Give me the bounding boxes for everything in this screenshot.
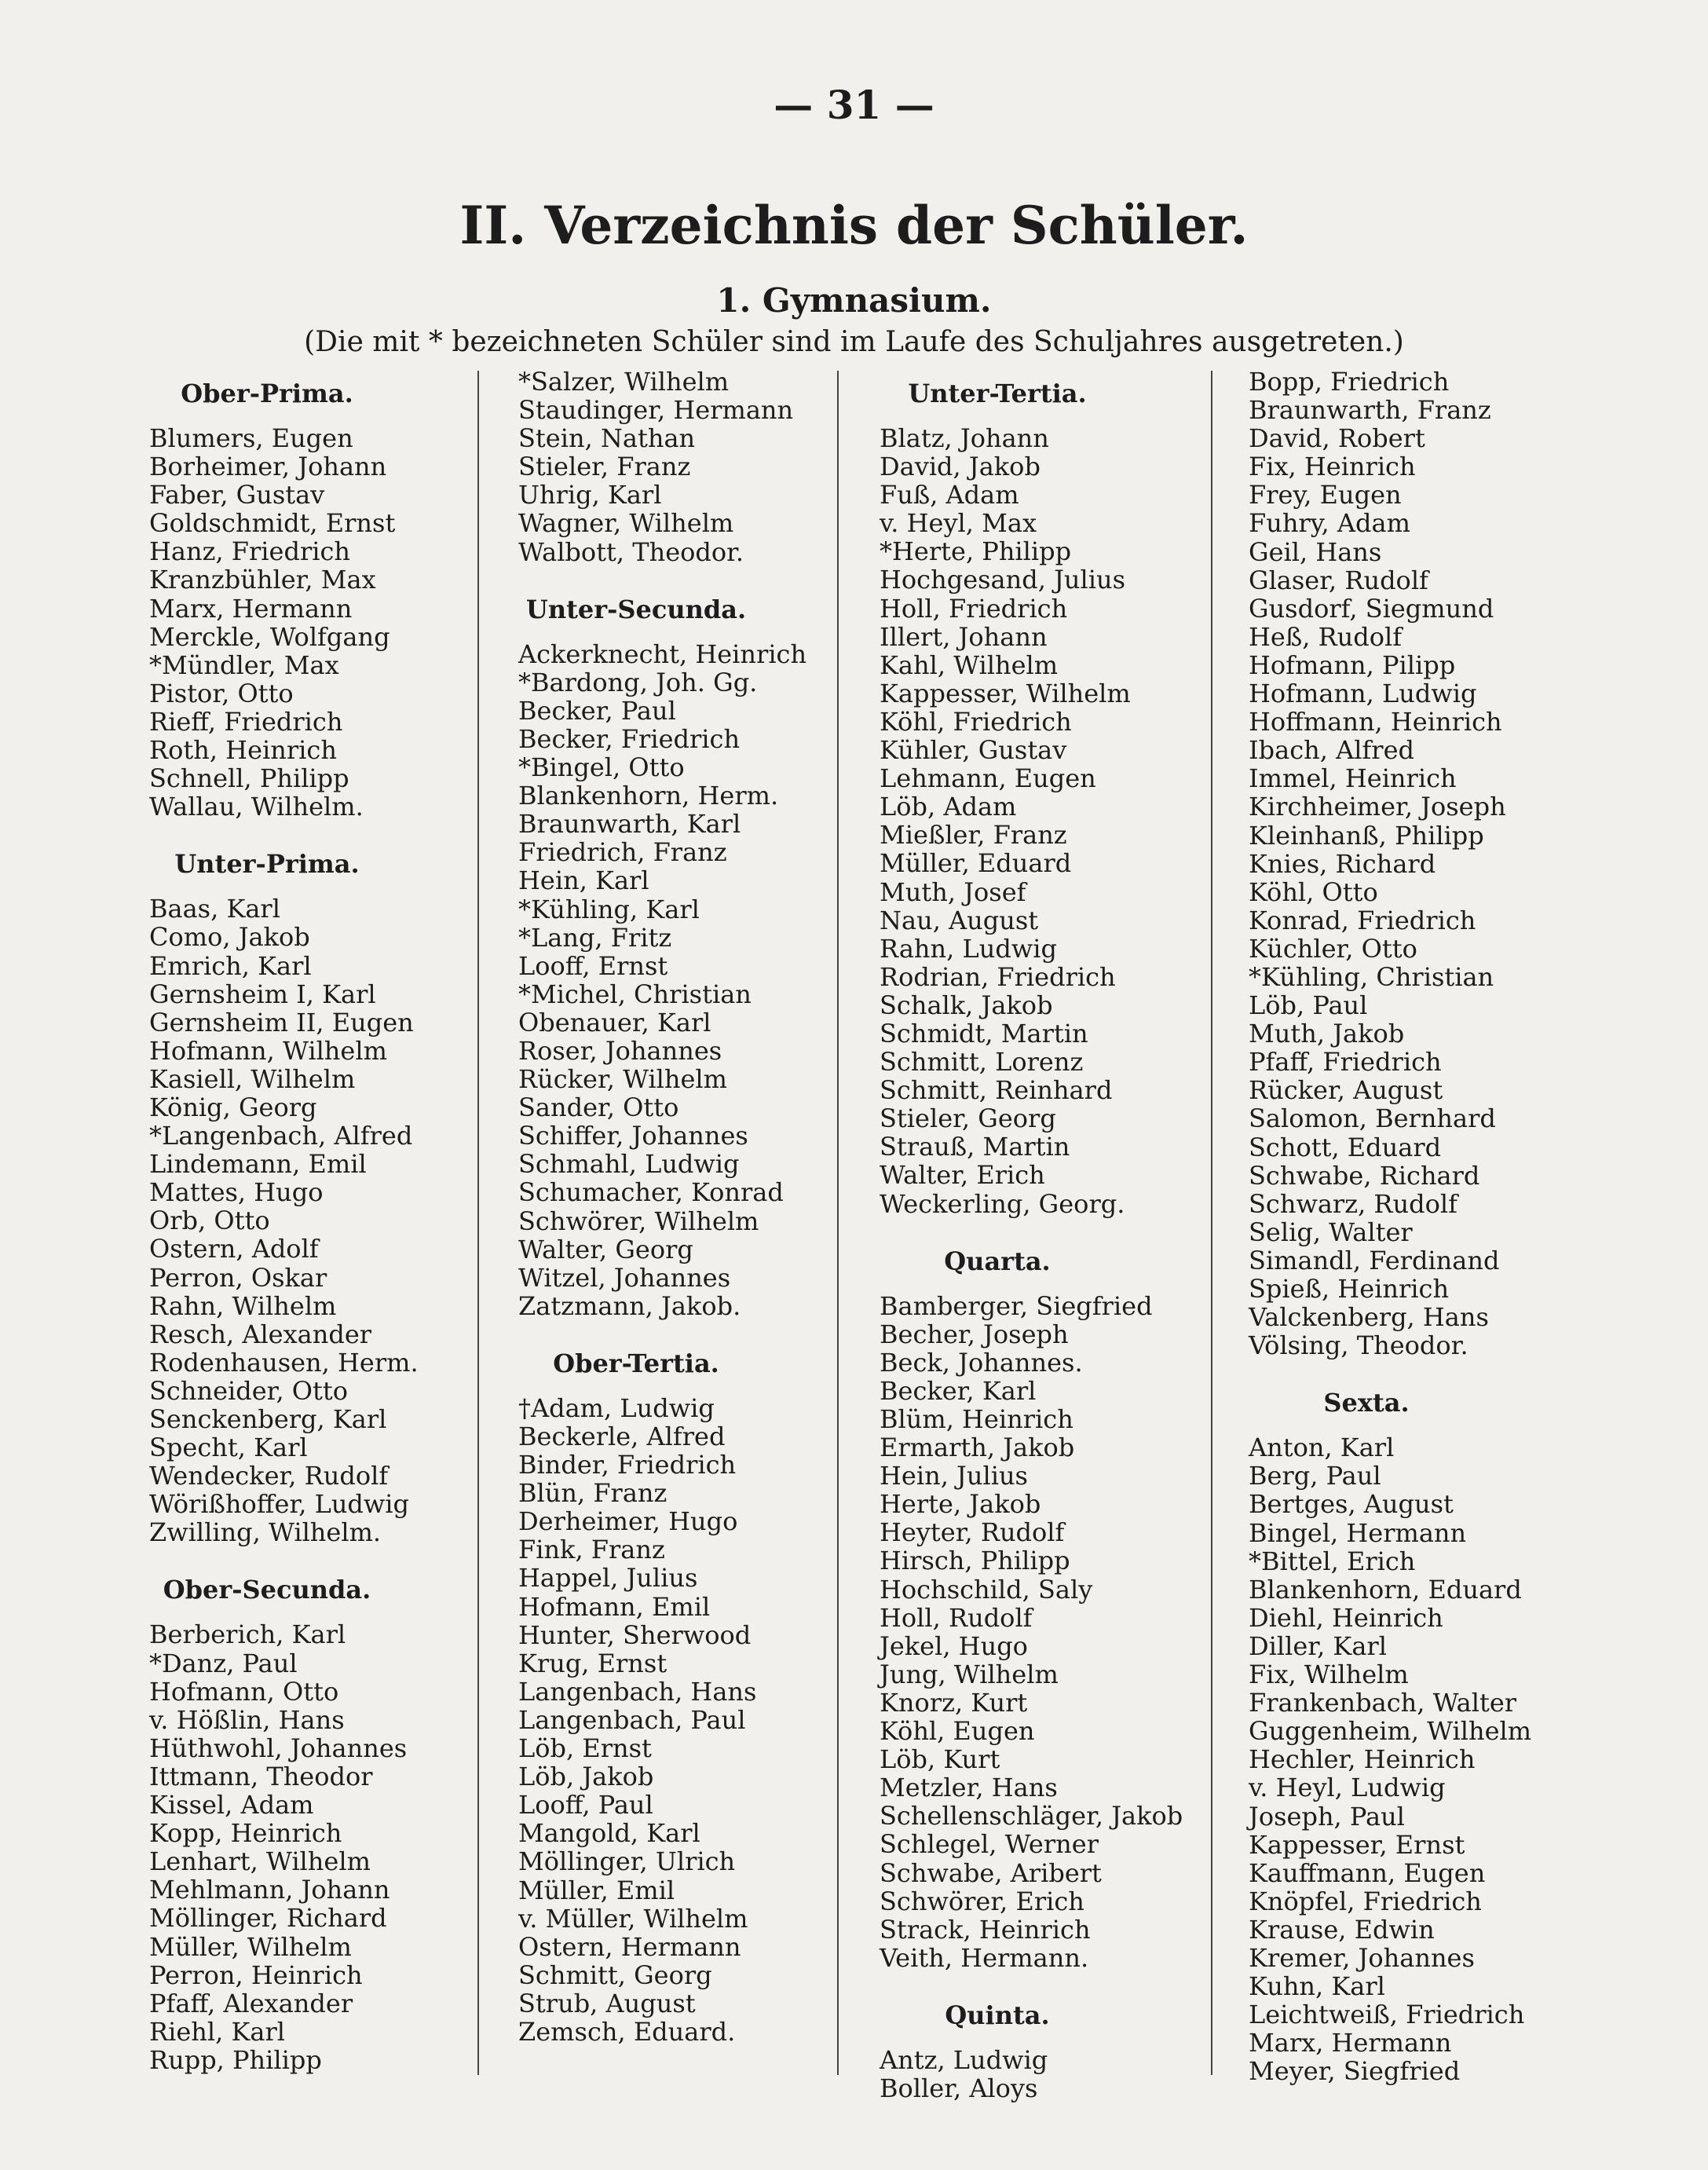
student-name: Hofmann, Pilipp: [1249, 650, 1456, 680]
student-name: Berg, Paul: [1249, 1461, 1381, 1491]
student-name: Heß, Rudolf: [1249, 621, 1403, 652]
student-name: Schalk, Jakob: [880, 990, 1053, 1020]
student-name: Joseph, Paul: [1249, 1801, 1405, 1832]
student-name: Schwabe, Aribert: [880, 1857, 1102, 1888]
student-list: [149, 424, 518, 821]
student-name: Pistor, Otto: [149, 678, 294, 708]
student-list: [880, 424, 1249, 1218]
student-name: Bingel, Hermann: [1249, 1517, 1467, 1548]
student-name: Heyter, Rudolf: [880, 1517, 1065, 1548]
student-name: Ermarth, Jakob: [880, 1433, 1075, 1463]
student-name: Rücker, August: [1249, 1075, 1443, 1106]
student-name: *Kühling, Karl: [518, 894, 700, 924]
student-name: v. Heyl, Ludwig: [1249, 1773, 1446, 1803]
class-heading: Quarta.: [944, 1246, 1051, 1276]
student-name: Bertges, August: [1249, 1489, 1454, 1520]
student-name: Schiffer, Johannes: [518, 1121, 748, 1151]
student-name: Marx, Hermann: [1249, 2028, 1452, 2058]
page-title: II. Verzeichnis der Schüler.: [459, 195, 1249, 256]
student-name: Rücker, Wilhelm: [518, 1064, 727, 1095]
student-name: Schnell, Philipp: [149, 763, 349, 794]
student-name: Kirchheimer, Joseph: [1249, 792, 1506, 822]
student-name: Kasiell, Wilhelm: [149, 1063, 356, 1094]
student-name: Fuß, Adam: [880, 480, 1019, 510]
student-name: Como, Jakob: [149, 922, 310, 953]
student-name: Konrad, Friedrich: [1249, 905, 1476, 935]
student-name: Ittmann, Theodor: [149, 1761, 373, 1791]
student-name: Hein, Karl: [518, 865, 649, 896]
student-name: Geil, Hans: [1249, 536, 1382, 567]
student-name: Kappesser, Wilhelm: [880, 678, 1131, 708]
student-column-3: [880, 368, 1249, 2120]
student-name: Müller, Wilhelm: [149, 1931, 352, 1962]
student-name: David, Jakob: [880, 452, 1041, 482]
student-name: Veith, Hermann.: [880, 1942, 1089, 1973]
withdrawal-note: (Die mit * bezeichneten Schüler sind im Laufe des Schuljahres ausgetreten.): [304, 326, 1404, 358]
student-name: Möllinger, Richard: [149, 1903, 387, 1934]
student-name: Nau, August: [880, 905, 1039, 935]
student-name: Köhl, Otto: [1249, 876, 1378, 907]
student-name: Specht, Karl: [149, 1433, 308, 1463]
student-name: Pfaff, Friedrich: [1249, 1047, 1442, 1078]
student-name: Valckenberg, Hans: [1249, 1302, 1489, 1333]
student-name: Langenbach, Hans: [518, 1676, 757, 1707]
student-name: Blumers, Eugen: [149, 423, 353, 453]
student-name: Fink, Franz: [518, 1535, 665, 1565]
student-name: Schmahl, Ludwig: [518, 1149, 740, 1180]
student-name: Küchler, Otto: [1249, 933, 1417, 964]
student-name: Walter, Erich: [880, 1160, 1045, 1191]
student-name: Strub, August: [518, 1988, 696, 2018]
student-name: *Lang, Fritz: [518, 922, 672, 953]
student-name: Ostern, Hermann: [518, 1931, 741, 1962]
student-name: Baas, Karl: [149, 894, 280, 924]
student-name: Kühler, Gustav: [880, 735, 1067, 766]
student-name: Jung, Wilhelm: [880, 1659, 1059, 1689]
student-name: Muth, Jakob: [1249, 1019, 1405, 1049]
student-name: †Adam, Ludwig: [518, 1392, 715, 1423]
student-name: Löb, Adam: [880, 792, 1017, 822]
student-name: Blankenhorn, Herm.: [518, 781, 779, 811]
student-name: *Mündler, Max: [149, 650, 339, 680]
student-name: Riehl, Karl: [149, 2016, 285, 2047]
student-name: Becher, Joseph: [880, 1319, 1069, 1349]
student-name: Köhl, Friedrich: [880, 706, 1072, 737]
student-name: Blatz, Johann: [880, 423, 1049, 453]
student-name: Hofmann, Wilhelm: [149, 1035, 387, 1066]
student-column-4: [1249, 368, 1618, 2102]
student-name: Schmitt, Lorenz: [880, 1047, 1084, 1078]
student-name: Schlegel, Werner: [880, 1829, 1099, 1860]
student-name: Hoffmann, Heinrich: [1249, 707, 1502, 737]
student-name: Perron, Oskar: [149, 1262, 327, 1293]
student-name: Diller, Karl: [1249, 1630, 1387, 1661]
student-name: Herte, Jakob: [880, 1489, 1041, 1520]
student-name: Diehl, Heinrich: [1249, 1602, 1443, 1633]
student-name: Blün, Franz: [518, 1478, 667, 1509]
student-name: Braunwarth, Karl: [518, 809, 741, 840]
student-name: Lenhart, Wilhelm: [149, 1846, 371, 1877]
student-name: Knöpfel, Friedrich: [1249, 1886, 1482, 1916]
student-column-1: [149, 368, 518, 2091]
student-name: Rupp, Philipp: [149, 2044, 322, 2075]
student-name: *Danz, Paul: [149, 1648, 298, 1678]
student-name: *Michel, Christian: [518, 979, 752, 1009]
student-name: Derheimer, Hugo: [518, 1506, 738, 1537]
student-name: Resch, Alexander: [149, 1319, 372, 1349]
student-name: *Herte, Philipp: [880, 536, 1072, 567]
student-name: Schmitt, Georg: [518, 1960, 712, 1990]
student-name: Looff, Ernst: [518, 950, 668, 981]
student-name: Faber, Gustav: [149, 480, 325, 510]
student-name: Schumacher, Konrad: [518, 1177, 784, 1208]
student-name: Hofmann, Ludwig: [1249, 679, 1477, 709]
student-name: Knies, Richard: [1249, 848, 1436, 879]
student-name: Schott, Eduard: [1249, 1132, 1442, 1162]
student-name: *Salzer, Wilhelm: [518, 367, 730, 397]
student-name: David, Robert: [1249, 423, 1425, 454]
student-name: Wagner, Wilhelm: [518, 508, 734, 539]
student-name: Schmidt, Martin: [880, 1018, 1088, 1048]
student-name: Becker, Karl: [880, 1375, 1037, 1406]
student-name: Zatzmann, Jakob.: [518, 1290, 741, 1321]
student-name: Senckenberg, Karl: [149, 1404, 387, 1434]
student-name: Strauß, Martin: [880, 1132, 1070, 1162]
class-heading: Sexta.: [1323, 1388, 1410, 1418]
class-heading: Unter-Prima.: [174, 849, 360, 880]
student-name: Hofmann, Emil: [518, 1591, 711, 1622]
student-name: Glaser, Rudolf: [1249, 565, 1428, 595]
student-name: Gusdorf, Siegmund: [1249, 593, 1494, 624]
student-name: Stieler, Georg: [880, 1103, 1056, 1134]
student-name: Weckerling, Georg.: [880, 1188, 1125, 1219]
student-name: Kuhn, Karl: [1249, 1971, 1385, 2002]
student-name: Jekel, Hugo: [880, 1630, 1028, 1661]
student-name: Löb, Paul: [1249, 990, 1368, 1021]
student-name: Hofmann, Otto: [149, 1676, 339, 1707]
student-name: Berberich, Karl: [149, 1619, 346, 1650]
student-name: Illert, Johann: [880, 621, 1048, 652]
student-name: Emrich, Karl: [149, 950, 312, 981]
student-name: Perron, Heinrich: [149, 1960, 363, 1990]
student-name: Sander, Otto: [518, 1092, 679, 1123]
student-name: Metzler, Hans: [880, 1773, 1058, 1803]
student-name: Frankenbach, Walter: [1249, 1688, 1517, 1718]
student-name: Lehmann, Eugen: [880, 763, 1096, 794]
student-name: Hein, Julius: [880, 1461, 1028, 1491]
student-name: Walbott, Theodor.: [518, 536, 744, 567]
student-name: Meyer, Siegfried: [1249, 2056, 1461, 2087]
student-list: [880, 1292, 1249, 1972]
student-name: Frey, Eugen: [1249, 480, 1402, 510]
student-name: Kopp, Heinrich: [149, 1818, 342, 1849]
student-name: Schwörer, Erich: [880, 1886, 1084, 1916]
student-name: Mangold, Karl: [518, 1818, 700, 1849]
student-name: Schwarz, Rudolf: [1249, 1188, 1457, 1219]
student-list: [518, 1394, 887, 2046]
page-number: — 31 —: [774, 82, 934, 128]
student-name: v. Heyl, Max: [880, 508, 1037, 539]
student-name: Schwörer, Wilhelm: [518, 1206, 759, 1236]
student-name: Mattes, Hugo: [149, 1177, 324, 1208]
class-heading: Unter-Secunda.: [525, 594, 747, 624]
student-name: Lindemann, Emil: [149, 1149, 367, 1180]
student-name: Kappesser, Ernst: [1249, 1829, 1465, 1860]
student-name: Köhl, Eugen: [880, 1716, 1035, 1747]
class-heading: Unter-Tertia.: [908, 379, 1087, 408]
student-name: Rahn, Ludwig: [880, 933, 1057, 964]
student-name: Knorz, Kurt: [880, 1687, 1028, 1718]
student-name: Leichtweiß, Friedrich: [1249, 2000, 1525, 2030]
student-name: Schmitt, Reinhard: [880, 1075, 1113, 1106]
student-name: Möllinger, Ulrich: [518, 1846, 736, 1877]
student-name: Staudinger, Hermann: [518, 395, 794, 426]
student-name: Obenauer, Karl: [518, 1007, 711, 1037]
class-heading: Ober-Prima.: [181, 379, 353, 408]
student-name: Strack, Heinrich: [880, 1914, 1091, 1945]
student-name: Wörißhoffer, Ludwig: [149, 1489, 410, 1520]
student-column-2: [518, 368, 887, 2063]
student-name: Simandl, Ferdinand: [1249, 1245, 1500, 1275]
student-name: Gernsheim I, Karl: [149, 979, 376, 1009]
student-name: König, Georg: [149, 1092, 317, 1122]
student-name: Beck, Johannes.: [880, 1347, 1083, 1378]
student-name: Boller, Aloys: [880, 2073, 1038, 2103]
student-name: Becker, Friedrich: [518, 723, 741, 754]
student-name: Kauffmann, Eugen: [1249, 1857, 1486, 1888]
student-list: [149, 1620, 518, 2074]
student-name: Marx, Hermann: [149, 593, 353, 624]
student-name: Wallau, Wilhelm.: [149, 792, 364, 822]
student-name: Hüthwohl, Johannes: [149, 1733, 408, 1763]
student-name: Looff, Paul: [518, 1790, 653, 1821]
student-name: Zwilling, Wilhelm.: [149, 1517, 382, 1548]
section-subtitle: 1. Gymnasium.: [716, 281, 992, 320]
student-name: Muth, Josef: [880, 876, 1026, 907]
student-name: Orb, Otto: [149, 1206, 270, 1236]
student-name: *Bittel, Erich: [1249, 1546, 1416, 1576]
student-name: v. Hößlin, Hans: [149, 1704, 345, 1735]
student-list: [518, 368, 887, 566]
class-heading: Ober-Tertia.: [553, 1348, 719, 1378]
student-name: Müller, Eduard: [880, 848, 1072, 879]
student-name: Roth, Heinrich: [149, 735, 337, 766]
student-name: Zemsch, Eduard.: [518, 2016, 736, 2047]
student-name: Kranzbühler, Max: [149, 565, 376, 595]
student-name: Salomon, Bernhard: [1249, 1103, 1496, 1134]
student-name: Mießler, Franz: [880, 820, 1067, 851]
student-name: Fix, Heinrich: [1249, 452, 1416, 482]
student-name: Becker, Paul: [518, 695, 676, 726]
student-name: Mehlmann, Johann: [149, 1875, 390, 1905]
student-name: Stein, Nathan: [518, 423, 696, 454]
student-name: Happel, Julius: [518, 1563, 698, 1594]
student-name: Guggenheim, Wilhelm: [1249, 1716, 1532, 1747]
student-name: Hochschild, Saly: [880, 1574, 1093, 1605]
student-name: v. Müller, Wilhelm: [518, 1903, 748, 1934]
student-name: Hirsch, Philipp: [880, 1546, 1070, 1576]
student-name: Beckerle, Alfred: [518, 1422, 726, 1451]
student-list: [149, 895, 518, 1546]
student-name: Rieff, Friedrich: [149, 706, 343, 737]
class-heading: Ober-Secunda.: [163, 1575, 371, 1605]
student-name: Blüm, Heinrich: [880, 1404, 1073, 1434]
student-name: Hunter, Sherwood: [518, 1619, 752, 1650]
student-name: *Bardong, Joh. Gg.: [518, 667, 758, 697]
student-name: Bopp, Friedrich: [1249, 367, 1450, 397]
student-name: Anton, Karl: [1249, 1433, 1395, 1463]
student-name: Binder, Friedrich: [518, 1450, 737, 1480]
student-name: Roser, Johannes: [518, 1035, 722, 1066]
student-name: Witzel, Johannes: [518, 1262, 731, 1293]
student-name: Fix, Wilhelm: [1249, 1660, 1409, 1690]
student-name: Bamberger, Siegfried: [880, 1290, 1153, 1321]
student-name: Spieß, Heinrich: [1249, 1274, 1450, 1304]
student-name: Krause, Edwin: [1249, 1914, 1435, 1945]
student-name: Löb, Ernst: [518, 1733, 652, 1764]
student-name: Pfaff, Alexander: [149, 1988, 353, 2018]
student-name: Kissel, Adam: [149, 1790, 314, 1821]
student-list: [1249, 368, 1618, 1359]
student-name: Holl, Rudolf: [880, 1602, 1033, 1633]
student-name: Merckle, Wolfgang: [149, 621, 390, 652]
student-name: Immel, Heinrich: [1249, 763, 1457, 794]
student-name: Borheimer, Johann: [149, 452, 387, 482]
student-name: Hochgesand, Julius: [880, 565, 1125, 595]
student-name: Ibach, Alfred: [1249, 735, 1414, 766]
student-name: Ostern, Adolf: [149, 1234, 319, 1264]
student-name: Blankenhorn, Eduard: [1249, 1574, 1522, 1605]
student-name: Stieler, Franz: [518, 452, 691, 482]
student-name: Gernsheim II, Eugen: [149, 1007, 414, 1037]
student-name: Löb, Kurt: [880, 1744, 1000, 1775]
student-name: Krug, Ernst: [518, 1648, 667, 1678]
student-name: Wendecker, Rudolf: [149, 1461, 389, 1491]
student-name: Antz, Ludwig: [880, 2044, 1048, 2075]
student-name: *Langenbach, Alfred: [149, 1121, 413, 1151]
student-name: Holl, Friedrich: [880, 593, 1068, 624]
student-list: [880, 2046, 1249, 2102]
student-name: Ackerknecht, Heinrich: [518, 639, 807, 669]
student-name: Rodrian, Friedrich: [880, 961, 1116, 992]
student-name: Kahl, Wilhelm: [880, 650, 1059, 680]
student-name: Löb, Jakob: [518, 1762, 654, 1792]
student-name: Braunwarth, Franz: [1249, 395, 1491, 426]
student-name: Rodenhausen, Herm.: [149, 1347, 419, 1378]
student-name: Schellenschläger, Jakob: [880, 1801, 1183, 1832]
student-name: Hanz, Friedrich: [149, 536, 351, 567]
student-name: *Kühling, Christian: [1249, 961, 1494, 992]
student-name: Kleinhanß, Philipp: [1249, 820, 1484, 851]
student-list: [1249, 1433, 1618, 2085]
student-name: Schneider, Otto: [149, 1375, 348, 1406]
student-name: Völsing, Theodor.: [1249, 1330, 1468, 1361]
student-name: Müller, Emil: [518, 1875, 675, 1905]
student-name: Rahn, Wilhelm: [149, 1290, 337, 1321]
student-name: Kremer, Johannes: [1249, 1942, 1475, 1973]
student-name: Friedrich, Franz: [518, 837, 727, 868]
student-list: [518, 640, 887, 1320]
student-name: *Bingel, Otto: [518, 752, 685, 783]
student-name: Selig, Walter: [1249, 1217, 1413, 1247]
student-name: Walter, Georg: [518, 1234, 693, 1264]
student-name: Schwabe, Richard: [1249, 1160, 1480, 1191]
student-name: Langenbach, Paul: [518, 1704, 746, 1735]
student-name: Uhrig, Karl: [518, 480, 662, 510]
student-name: Fuhry, Adam: [1249, 508, 1410, 539]
student-name: Hechler, Heinrich: [1249, 1744, 1476, 1775]
class-heading: Quinta.: [945, 2000, 1050, 2030]
student-name: Goldschmidt, Ernst: [149, 508, 396, 539]
